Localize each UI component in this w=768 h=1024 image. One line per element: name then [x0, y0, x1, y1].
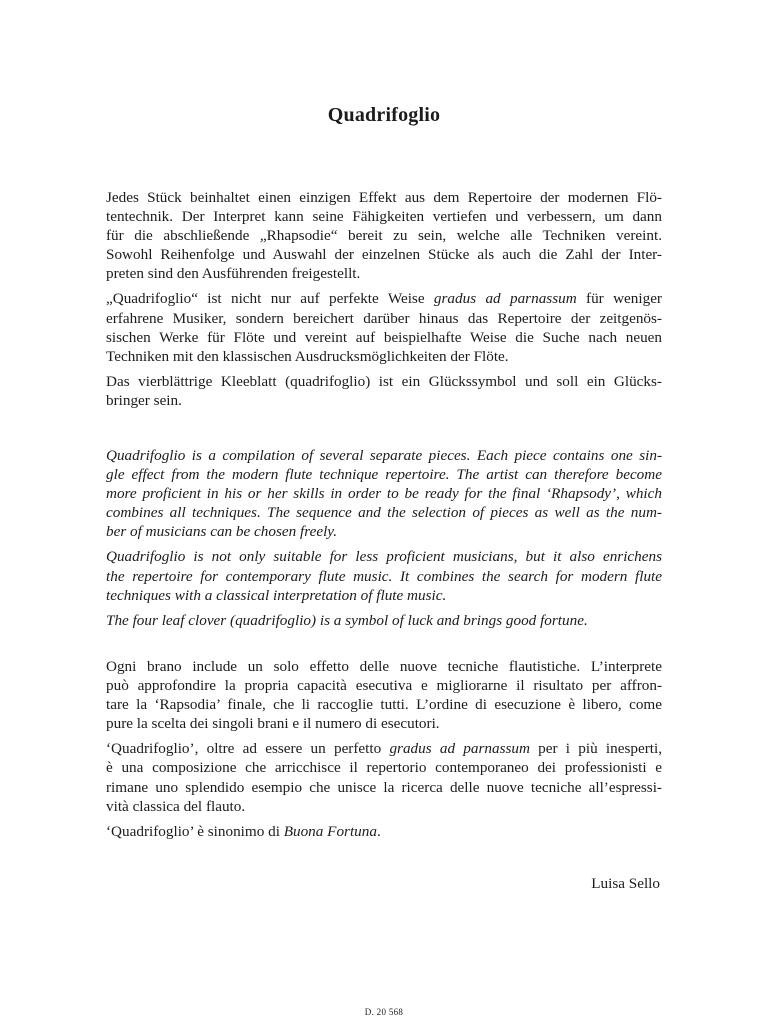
- italian-paragraph-2: [106, 739, 662, 815]
- italian-paragraph-3: [106, 822, 662, 841]
- text-line: techniques with a classical interpretation of flute music.: [106, 586, 447, 604]
- text-line: pure la scelta dei singoli brani e il numero di esecutori.: [106, 715, 440, 733]
- latin-phrase: gradus ad parnassum: [433, 290, 577, 308]
- english-paragraph-2: [106, 547, 662, 604]
- text-line: für die abschließende „Rhapsodie“ bereit zu sein, welche alle Techniken vereint.: [106, 227, 662, 245]
- text-line: Sowohl Reihenfolge und Auswahl der einzelnen Stücke als auch die Zahl der Inter-: [106, 246, 662, 264]
- buona-fortuna-phrase: Buona Fortuna: [283, 822, 377, 840]
- text-line: more proficient in his or her skills in order to be ready for the final ‘Rhapsody’, which: [106, 485, 662, 503]
- text-line: Jedes Stück beinhaltet einen einzigen Effekt aus dem Repertoire der modernen Flö-: [106, 189, 662, 206]
- text-run: per i più inesperti,: [529, 740, 662, 758]
- text-line: può approfondire la propria capacità esecutiva e migliorarne il risultato per affron-: [106, 677, 662, 695]
- text-line: Techniken mit den klassischen Ausdrucksmöglichkeiten der Flöte.: [106, 347, 509, 365]
- text-line: gle effect from the modern flute technique repertoire. The artist can therefore become: [106, 466, 662, 484]
- text-run: für weniger: [576, 290, 662, 308]
- german-section: [106, 188, 662, 416]
- text-line: Ogni brano include un solo effetto delle nuove tecniche flautistiche. L’interprete: [106, 658, 662, 675]
- text-line: Das vierblättrige Kleeblatt (quadrifoglio) ist ein Glückssymbol und soll ein Glücks-: [106, 372, 662, 390]
- german-paragraph-2: [106, 289, 662, 365]
- author-signature: Luisa Sello: [591, 875, 660, 892]
- italian-paragraph-1: [106, 657, 662, 733]
- text-line: sischen Werke für Flöte und vereint auf beispielhafte Weise die Suche nach neuen: [106, 328, 662, 346]
- text-line: the repertoire for contemporary flute music. It combines the search for modern flute: [106, 567, 662, 585]
- text-line: combines all techniques. The sequence and the selection of pieces as well as the num-: [106, 504, 662, 522]
- text-line: Quadrifoglio is not only suitable for less proficient musicians, but it also enrichens: [106, 548, 662, 566]
- text-line: è una composizione che arricchisce il repertorio contemporaneo dei professionisti e: [106, 759, 662, 777]
- text-line: rimane uno splendido esempio che unisce la ricerca delle nuove tecniche all’espressi-: [106, 778, 662, 796]
- text-line: Quadrifoglio is a compilation of several separate pieces. Each piece contains one sin-: [106, 447, 662, 464]
- text-run: ‘Quadrifoglio’, oltre ad essere un perfetto: [106, 740, 390, 758]
- text-line: tare la ‘Rapsodia’ finale, che li raccoglie tutti. L’ordine di esecuzione è libero, come: [106, 696, 662, 714]
- text-run: „Quadrifoglio“ ist nicht nur auf perfekte Weise: [106, 290, 434, 308]
- text-run: .: [376, 822, 381, 840]
- german-paragraph-1: [106, 188, 662, 283]
- text-line: [106, 289, 662, 308]
- english-section: [106, 446, 662, 636]
- text-run: ‘Quadrifoglio’ è sinonimo di: [106, 822, 284, 840]
- text-line: vità classica del flauto.: [106, 797, 246, 815]
- english-paragraph-3: [106, 611, 662, 630]
- text-line: The four leaf clover (quadrifoglio) is a symbol of luck and brings good fortune.: [106, 611, 588, 629]
- german-paragraph-3: [106, 372, 662, 410]
- text-line: [106, 822, 662, 841]
- text-line: preten sind den Ausführenden freigestellt.: [106, 265, 361, 283]
- text-line: [106, 739, 662, 758]
- text-line: tentechnik. Der Interpret kann seine Fähigkeiten vertiefen und verbessern, um dann: [106, 208, 662, 226]
- page-title: Quadrifoglio: [327, 104, 441, 126]
- text-line: ber of musicians can be chosen freely.: [106, 523, 337, 541]
- italian-section: [106, 657, 662, 847]
- english-paragraph-1: [106, 446, 662, 541]
- text-line: bringer sein.: [106, 391, 182, 409]
- text-line: erfahrene Musiker, sondern bereichert darüber hinaus das Repertoire der zeitgenös-: [106, 309, 662, 327]
- latin-phrase: gradus ad parnassum: [389, 740, 530, 758]
- catalog-number: D. 20 568: [364, 1007, 404, 1017]
